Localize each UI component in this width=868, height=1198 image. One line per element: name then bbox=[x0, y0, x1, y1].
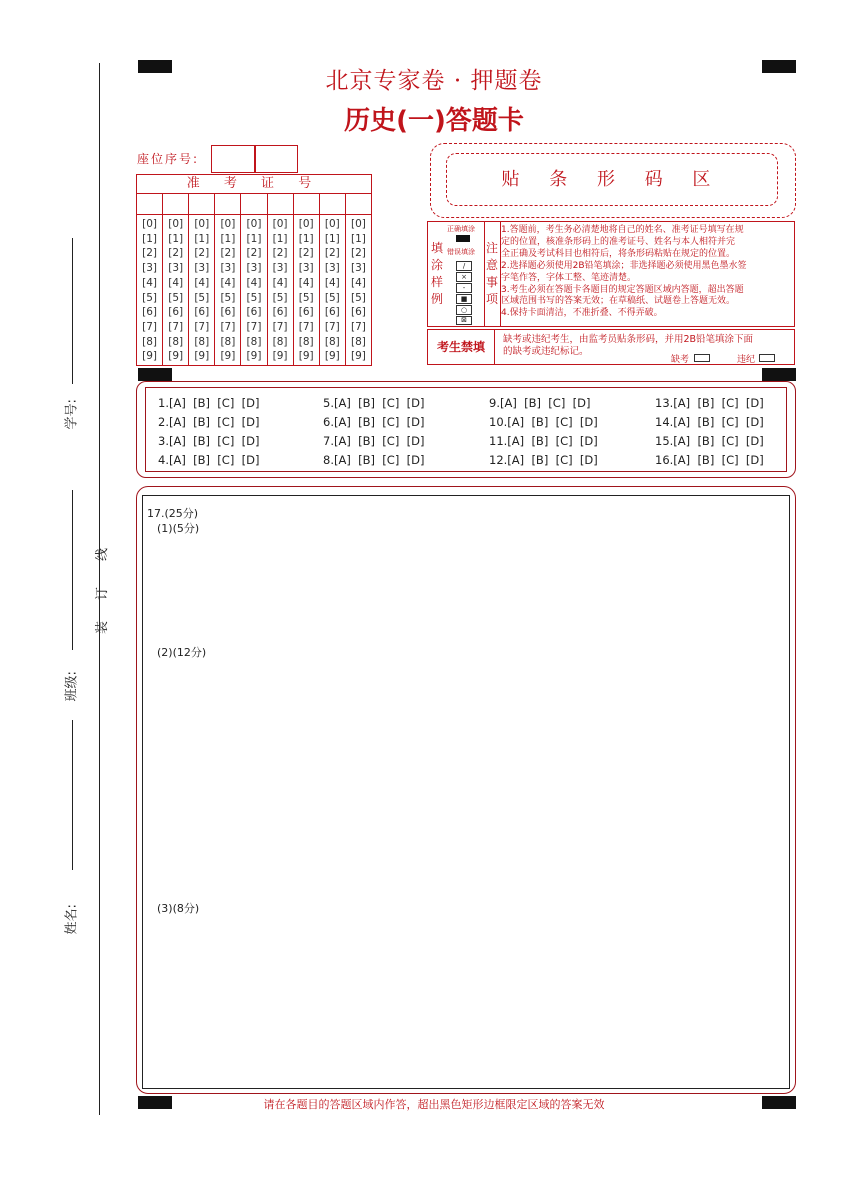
choice-question bbox=[655, 434, 764, 448]
choice-number: 14. bbox=[655, 415, 674, 429]
exam-id-column bbox=[268, 215, 294, 365]
exam-id-bubble[interactable]: [1] bbox=[168, 232, 184, 245]
footer-warning: 请在各题目的答题区域内作答，超出黑色矩形边框限定区域的答案无效 bbox=[263, 1098, 605, 1111]
notice-line: 定的位置，核准条形码上的准考证号、姓名与本人相符并完 bbox=[501, 236, 736, 247]
seat-label: 座位序号: bbox=[137, 152, 200, 166]
exam-id-bubble[interactable]: [7] bbox=[220, 320, 236, 333]
exam-id-bubble[interactable]: [2] bbox=[350, 247, 366, 260]
exam-id-column bbox=[346, 215, 371, 365]
q17-part3: (3)(8分) bbox=[157, 902, 200, 915]
violation-mark-label: 违纪 bbox=[737, 355, 756, 365]
exam-id-bubble[interactable]: [0] bbox=[194, 218, 210, 230]
exam-id-bubble[interactable]: [1] bbox=[142, 232, 157, 245]
wrong-sample-half: ■ bbox=[456, 294, 472, 304]
choice-options[interactable]: [A] [B] [C] [D] bbox=[499, 396, 591, 410]
exam-id-bubble[interactable]: [1] bbox=[324, 232, 340, 245]
student-no-label: 学号: bbox=[64, 399, 80, 430]
fill-example-label bbox=[430, 240, 444, 308]
exam-id-bubble[interactable]: [0] bbox=[350, 218, 366, 230]
q17-part2: (2)(12分) bbox=[157, 646, 207, 659]
exam-id-bubble[interactable]: [3] bbox=[168, 262, 184, 275]
choice-number: 5. bbox=[323, 396, 334, 410]
exam-id-bubble[interactable]: [5] bbox=[272, 291, 288, 304]
exam-id-bubble[interactable]: [5] bbox=[324, 291, 340, 304]
exam-id-bubble[interactable]: [6] bbox=[246, 306, 262, 319]
choice-options[interactable]: [A] [B] [C] [D] bbox=[333, 434, 425, 448]
exam-id-bubble[interactable]: [4] bbox=[246, 276, 262, 289]
exam-id-bubble[interactable]: [2] bbox=[246, 247, 262, 260]
choice-options[interactable]: [A] [B] [C] [D] bbox=[168, 396, 260, 410]
barcode-area[interactable]: 贴 条 形 码 区 bbox=[446, 153, 778, 206]
exam-id-bubble[interactable]: [0] bbox=[142, 218, 157, 230]
correct-fill-sample bbox=[456, 235, 470, 242]
exam-id-bubble[interactable]: [2] bbox=[298, 247, 314, 260]
choice-question bbox=[489, 453, 598, 467]
exam-id-write-cell[interactable] bbox=[268, 194, 294, 214]
exam-id-write-cell[interactable] bbox=[189, 194, 215, 214]
choice-question bbox=[489, 434, 598, 448]
exam-id-bubble[interactable]: [1] bbox=[220, 232, 236, 245]
exam-id-bubble[interactable]: [9] bbox=[246, 350, 262, 363]
exam-id-column bbox=[320, 215, 346, 365]
exam-id-bubble[interactable]: [6] bbox=[272, 306, 288, 319]
choice-options[interactable]: [A] [B] [C] [D] bbox=[168, 434, 260, 448]
choice-options[interactable]: [A] [B] [C] [D] bbox=[507, 453, 598, 467]
choice-question bbox=[323, 453, 424, 467]
exam-id-bubble[interactable]: [3] bbox=[194, 262, 210, 275]
binding-char-ding: 订 bbox=[95, 586, 111, 601]
card-title: 历史(一)答题卡 bbox=[344, 106, 524, 136]
wrong-sample-boxx: ⊠ bbox=[456, 316, 472, 325]
exam-id-bubble[interactable]: [2] bbox=[168, 247, 184, 260]
exam-id-column bbox=[294, 215, 320, 365]
choice-options[interactable]: [A] [B] [C] [D] bbox=[673, 434, 764, 448]
exam-id-write-row bbox=[137, 194, 371, 215]
choice-options[interactable]: [A] [B] [C] [D] bbox=[333, 453, 425, 467]
exam-id-bubble[interactable]: [5] bbox=[298, 291, 314, 304]
exam-id-bubble[interactable]: [9] bbox=[168, 350, 184, 363]
name-underline bbox=[72, 720, 73, 870]
choice-question bbox=[655, 453, 764, 467]
exam-id-bubble[interactable]: [2] bbox=[272, 247, 288, 260]
exam-id-column bbox=[215, 215, 241, 365]
choice-number: 15. bbox=[655, 434, 674, 448]
notice-label-col bbox=[484, 222, 501, 326]
choice-number: 2. bbox=[158, 415, 169, 429]
exam-id-bubble[interactable]: [3] bbox=[298, 262, 314, 275]
exam-id-bubble[interactable]: [5] bbox=[220, 291, 236, 304]
choice-number: 3. bbox=[158, 434, 169, 448]
choice-number: 6. bbox=[323, 415, 334, 429]
class-underline bbox=[72, 490, 73, 650]
choice-number: 1. bbox=[158, 396, 169, 410]
absent-box bbox=[427, 329, 795, 365]
exam-id-write-cell[interactable] bbox=[215, 194, 241, 214]
fill-example-label-text: 填涂样例 bbox=[430, 241, 443, 306]
answer-area-q17[interactable] bbox=[142, 495, 790, 1089]
choice-number: 10. bbox=[489, 415, 508, 429]
exam-id-write-cell[interactable] bbox=[346, 194, 371, 214]
exam-id-bubble[interactable]: [7] bbox=[324, 320, 340, 333]
exam-id-bubble[interactable]: [4] bbox=[168, 276, 184, 289]
exam-id-bubble[interactable]: [7] bbox=[350, 320, 366, 333]
exam-id-bubble[interactable]: [2] bbox=[324, 247, 340, 260]
exam-id-bubble[interactable]: [7] bbox=[194, 320, 210, 333]
exam-id-bubble[interactable]: [7] bbox=[298, 320, 314, 333]
choice-question bbox=[489, 415, 598, 429]
absent-mark-box[interactable] bbox=[694, 354, 710, 362]
choice-number: 4. bbox=[158, 453, 169, 467]
exam-id-bubble[interactable]: [8] bbox=[168, 335, 184, 348]
exam-id-bubble[interactable]: [9] bbox=[272, 350, 288, 363]
choice-options[interactable]: [A] [B] [C] [D] bbox=[168, 453, 260, 467]
choice-number: 12. bbox=[489, 453, 508, 467]
exam-id-write-cell[interactable] bbox=[137, 194, 163, 214]
exam-id-bubble[interactable]: [1] bbox=[350, 232, 366, 245]
student-no-underline bbox=[72, 238, 73, 384]
exam-id-bubble[interactable]: [5] bbox=[246, 291, 262, 304]
exam-id-bubble[interactable]: [0] bbox=[168, 218, 184, 230]
seat-box-2[interactable] bbox=[254, 145, 298, 173]
notice-text bbox=[501, 225, 791, 320]
exam-id-bubble[interactable]: [6] bbox=[324, 306, 340, 319]
exam-id-bubble[interactable]: [8] bbox=[220, 335, 236, 348]
wrong-sample-cross: × bbox=[456, 272, 472, 282]
exam-id-bubble[interactable]: [9] bbox=[142, 350, 157, 363]
wrong-sample-circle: ○ bbox=[456, 305, 472, 315]
violation-mark-box[interactable] bbox=[759, 354, 775, 362]
choice-question bbox=[158, 434, 259, 448]
exam-id-bubble[interactable]: [8] bbox=[324, 335, 340, 348]
notice-label: 注意事项 bbox=[485, 241, 498, 306]
choice-options[interactable]: [A] [B] [C] [D] bbox=[168, 415, 260, 429]
exam-id-bubble[interactable]: [7] bbox=[272, 320, 288, 333]
q17-title: 17.(25分) bbox=[147, 507, 199, 520]
choice-options[interactable]: [A] [B] [C] [D] bbox=[673, 415, 764, 429]
exam-id-bubble[interactable]: [2] bbox=[142, 247, 157, 260]
binding-char-xian: 线 bbox=[95, 547, 111, 562]
exam-id-column bbox=[163, 215, 189, 365]
exam-id-bubble[interactable]: [5] bbox=[350, 291, 366, 304]
exam-id-bubble[interactable]: [3] bbox=[324, 262, 340, 275]
choice-number: 16. bbox=[655, 453, 674, 467]
choice-number: 13. bbox=[655, 396, 674, 410]
exam-id-bubble[interactable]: [8] bbox=[272, 335, 288, 348]
class-label: 班级: bbox=[64, 671, 80, 702]
exam-id-grid bbox=[136, 174, 372, 366]
choice-options[interactable]: [A] [B] [C] [D] bbox=[333, 396, 425, 410]
fill-example bbox=[428, 222, 485, 326]
notice-box bbox=[427, 221, 795, 327]
exam-id-bubble[interactable]: [3] bbox=[350, 262, 366, 275]
notice-line: 字笔作答，字体工整、笔迹清楚。 bbox=[501, 272, 637, 283]
exam-id-bubble[interactable]: [4] bbox=[324, 276, 340, 289]
binding-char-zhuang: 装 bbox=[95, 620, 111, 635]
exam-id-bubble[interactable]: [0] bbox=[324, 218, 340, 230]
choice-question bbox=[158, 396, 259, 410]
exam-id-bubble[interactable]: [0] bbox=[298, 218, 314, 230]
exam-id-bubble[interactable]: [0] bbox=[246, 218, 262, 230]
exam-id-bubble[interactable]: [2] bbox=[194, 247, 210, 260]
exam-id-bubble[interactable]: [5] bbox=[168, 291, 184, 304]
exam-id-bubble[interactable]: [4] bbox=[142, 276, 157, 289]
notice-line: 1.答题前，考生务必清楚地将自己的姓名、准考证号填写在规 bbox=[501, 225, 744, 235]
exam-id-column bbox=[241, 215, 267, 365]
choice-question bbox=[158, 415, 259, 429]
exam-id-bubble[interactable]: [5] bbox=[194, 291, 210, 304]
choice-question bbox=[655, 415, 764, 429]
choice-number: 11. bbox=[489, 434, 508, 448]
exam-id-write-cell[interactable] bbox=[163, 194, 189, 214]
exam-id-bubble[interactable]: [3] bbox=[246, 262, 262, 275]
choice-question bbox=[323, 434, 424, 448]
exam-id-bubble[interactable]: [1] bbox=[298, 232, 314, 245]
choice-options[interactable]: [A] [B] [C] [D] bbox=[507, 434, 598, 448]
wrong-sample-slash: / bbox=[456, 261, 472, 271]
choice-options[interactable]: [A] [B] [C] [D] bbox=[333, 415, 425, 429]
exam-id-bubble[interactable]: [6] bbox=[168, 306, 184, 319]
exam-id-bubble[interactable]: [7] bbox=[246, 320, 262, 333]
timing-mark bbox=[762, 368, 796, 381]
notice-line: 全正确及考试科目也相符后，将条形码粘贴在规定的位置。 bbox=[501, 248, 736, 259]
exam-id-bubble[interactable]: [8] bbox=[194, 335, 210, 348]
choice-number: 9. bbox=[489, 396, 500, 410]
exam-id-bubble[interactable]: [9] bbox=[350, 350, 366, 363]
exam-id-bubble[interactable]: [7] bbox=[168, 320, 184, 333]
exam-id-column bbox=[189, 215, 215, 365]
exam-id-bubble[interactable]: [0] bbox=[272, 218, 288, 230]
absent-line: 缺考或违纪考生，由监考员贴条形码，并用2B铅笔填涂下面 bbox=[503, 334, 754, 345]
notice-line: 2.选择题必须使用2B铅笔填涂；非选择题必须使用黑色墨水签 bbox=[501, 260, 747, 271]
absent-box-label: 考生禁填 bbox=[428, 330, 495, 364]
exam-id-bubble[interactable]: [6] bbox=[194, 306, 210, 319]
exam-id-write-cell[interactable] bbox=[294, 194, 320, 214]
series-title: 北京专家卷 · 押题卷 bbox=[325, 68, 543, 94]
choice-section bbox=[145, 387, 787, 472]
choice-options[interactable]: [A] [B] [C] [D] bbox=[673, 396, 764, 410]
name-label: 姓名: bbox=[64, 904, 80, 935]
exam-id-bubble[interactable]: [4] bbox=[194, 276, 210, 289]
exam-id-title: 准 考 证 号 bbox=[137, 175, 371, 194]
notice-line: 4.保持卡面清洁，不准折叠、不得弄破。 bbox=[501, 308, 663, 319]
exam-id-bubble[interactable]: [4] bbox=[220, 276, 236, 289]
exam-id-bubble[interactable]: [8] bbox=[246, 335, 262, 348]
exam-id-bubble[interactable]: [1] bbox=[194, 232, 210, 245]
exam-id-bubble[interactable]: [6] bbox=[142, 306, 157, 319]
wrong-sample-dash: - bbox=[456, 283, 472, 293]
exam-id-bubble[interactable]: [3] bbox=[220, 262, 236, 275]
exam-id-bubble[interactable]: [3] bbox=[272, 262, 288, 275]
exam-id-bubble[interactable]: [8] bbox=[142, 335, 157, 348]
exam-id-bubble[interactable]: [2] bbox=[220, 247, 236, 260]
q17-part1: (1)(5分) bbox=[157, 522, 200, 535]
exam-id-bubble[interactable]: [1] bbox=[246, 232, 262, 245]
exam-id-bubble[interactable]: [5] bbox=[142, 291, 157, 304]
exam-id-bubble[interactable]: [4] bbox=[272, 276, 288, 289]
timing-mark bbox=[138, 368, 172, 381]
exam-id-bubble[interactable]: [6] bbox=[298, 306, 314, 319]
seat-box-1[interactable] bbox=[211, 145, 256, 173]
notice-line: 区域范围书写的答案无效；在草稿纸、试题卷上答题无效。 bbox=[501, 296, 736, 307]
exam-id-bubble[interactable]: [1] bbox=[272, 232, 288, 245]
absent-line: 的缺考或违纪标记。 bbox=[503, 346, 589, 357]
choice-number: 8. bbox=[323, 453, 334, 467]
correct-fill-label: 正确填涂 bbox=[447, 225, 475, 233]
choice-options[interactable]: [A] [B] [C] [D] bbox=[507, 415, 598, 429]
choice-question bbox=[158, 453, 259, 467]
choice-number: 7. bbox=[323, 434, 334, 448]
choice-question bbox=[323, 396, 424, 410]
exam-id-column bbox=[137, 215, 163, 365]
choice-options[interactable]: [A] [B] [C] [D] bbox=[673, 453, 764, 467]
choice-question bbox=[655, 396, 764, 410]
exam-id-write-cell[interactable] bbox=[241, 194, 267, 214]
exam-id-write-cell[interactable] bbox=[320, 194, 346, 214]
exam-id-bubble[interactable]: [4] bbox=[298, 276, 314, 289]
wrong-fill-label: 错误填涂 bbox=[447, 248, 475, 256]
exam-id-bubble[interactable]: [9] bbox=[194, 350, 210, 363]
exam-id-bubble[interactable]: [6] bbox=[220, 306, 236, 319]
exam-id-bubble[interactable]: [0] bbox=[220, 218, 236, 230]
exam-id-bubble[interactable]: [8] bbox=[298, 335, 314, 348]
exam-id-bubble[interactable]: [9] bbox=[298, 350, 314, 363]
exam-id-bubble[interactable]: [7] bbox=[142, 320, 157, 333]
notice-line: 3.考生必须在答题卡各题目的规定答题区域内答题，超出答题 bbox=[501, 284, 744, 295]
exam-id-bubble-columns bbox=[137, 215, 371, 365]
exam-id-bubble[interactable]: [8] bbox=[350, 335, 366, 348]
absent-mark-label: 缺考 bbox=[671, 355, 690, 365]
exam-id-bubble[interactable]: [9] bbox=[324, 350, 340, 363]
exam-id-bubble[interactable]: [6] bbox=[350, 306, 366, 319]
choice-question bbox=[323, 415, 424, 429]
exam-id-bubble[interactable]: [3] bbox=[142, 262, 157, 275]
exam-id-bubble[interactable]: [4] bbox=[350, 276, 366, 289]
choice-question bbox=[489, 396, 590, 410]
exam-id-bubble[interactable]: [9] bbox=[220, 350, 236, 363]
